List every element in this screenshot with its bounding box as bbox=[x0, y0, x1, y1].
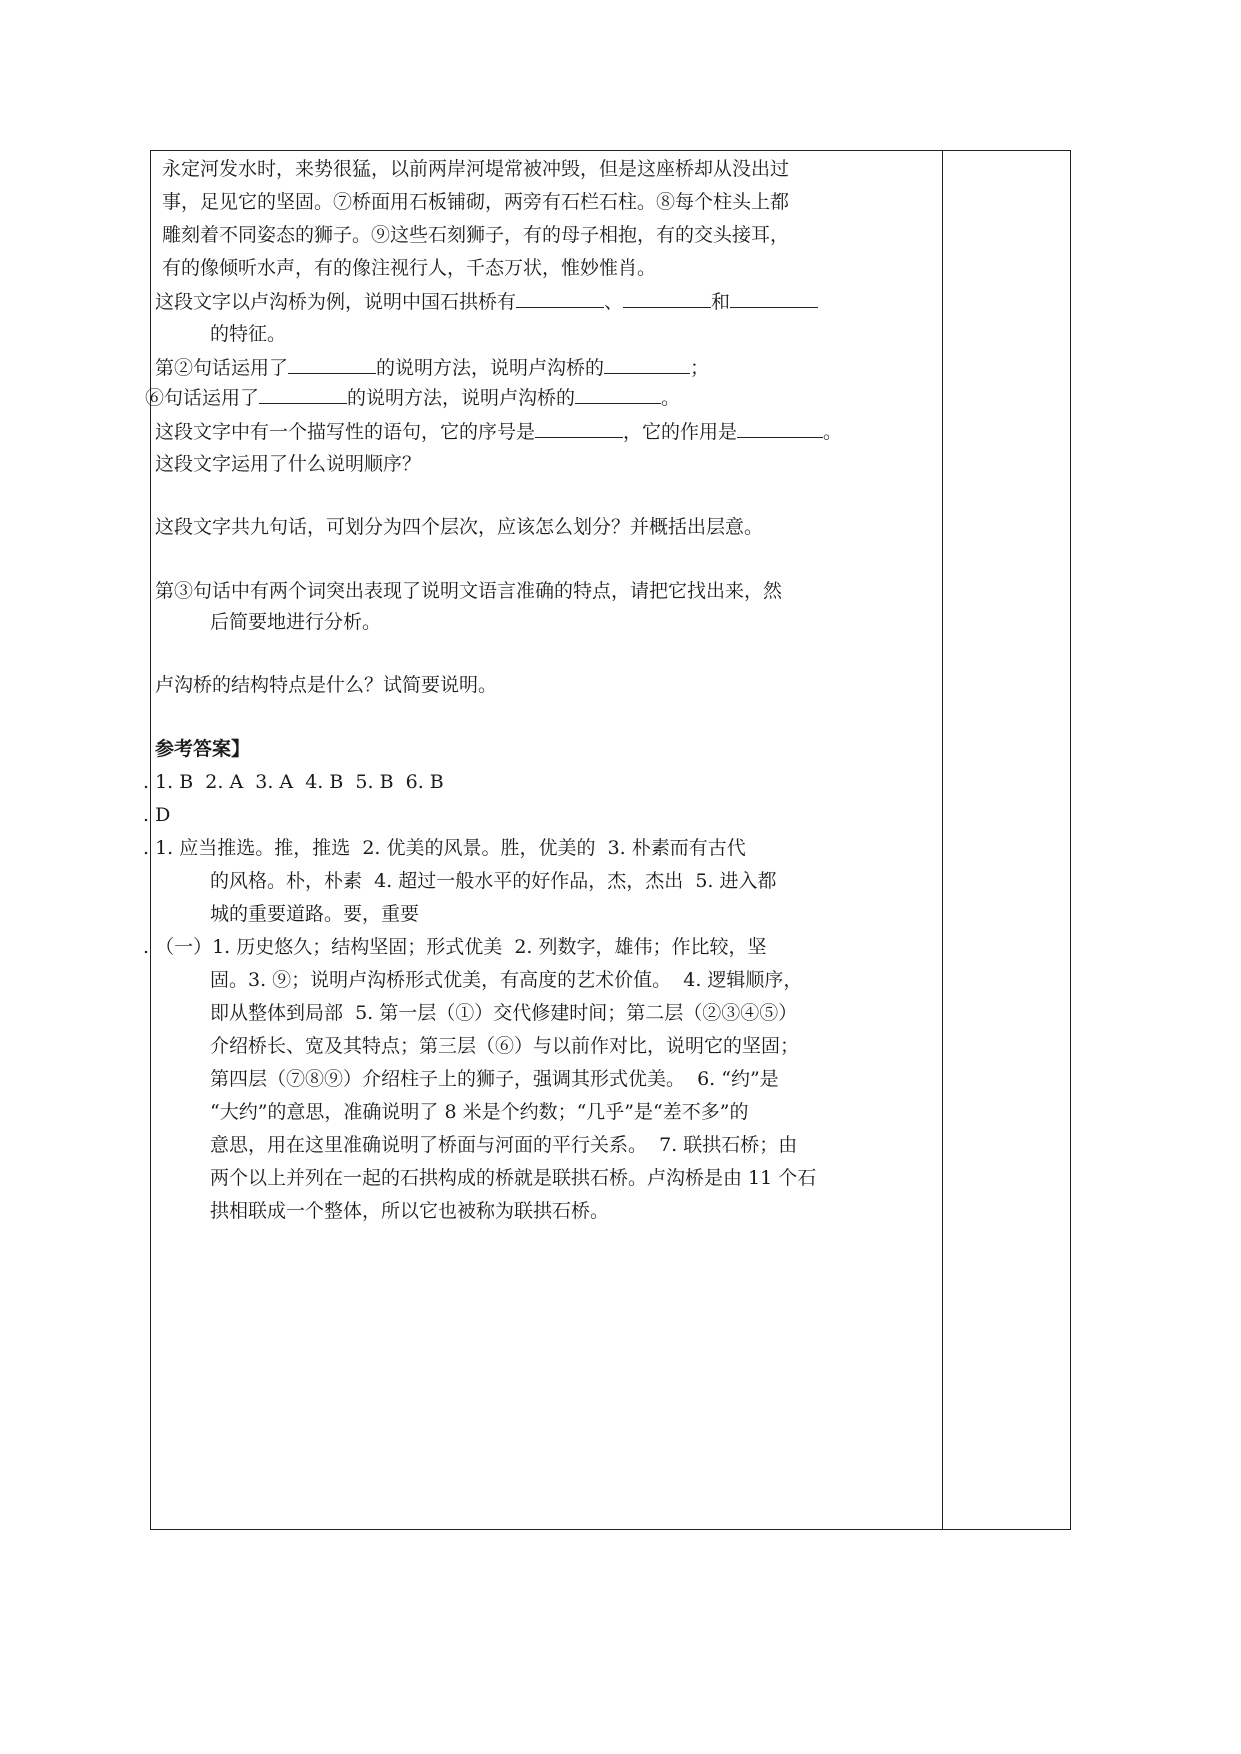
question-5: 这段文字运用了什么说明顺序？ bbox=[155, 453, 422, 475]
answer-line: 第四层（⑦⑧⑨）介绍柱子上的狮子，强调其形式优美。 6. “约”是 bbox=[210, 1068, 779, 1090]
answer-blank[interactable] bbox=[516, 289, 604, 308]
answer-line: 两个以上并列在一起的石拱构成的桥就是联拱石桥。卢沟桥是由 11 个石 bbox=[210, 1167, 817, 1189]
question-6: 这段文字共九句话，可划分为四个层次，应该怎么划分？并概括出层意。 bbox=[155, 516, 764, 538]
answer-blank[interactable] bbox=[575, 385, 661, 404]
answer-line: 的风格。朴，朴素 4. 超过一般水平的好作品，杰，杰出 5. 进入都 bbox=[210, 870, 777, 892]
answer-line: “大约”的意思，准确说明了 8 米是个约数；“几乎”是“差不多”的 bbox=[210, 1101, 749, 1123]
answer-line: 城的重要道路。要，重要 bbox=[210, 903, 420, 925]
answer-line: 介绍桥长、宽及其特点；第三层（⑥）与以前作对比，说明它的坚固； bbox=[210, 1035, 800, 1057]
main-column bbox=[143, 151, 943, 1529]
answer-blank[interactable] bbox=[288, 355, 376, 374]
answer-blank[interactable] bbox=[737, 419, 823, 438]
answer-line: . 1. B 2. A 3. A 4. B 5. B 6. B bbox=[143, 771, 444, 793]
question-7: 第③句话中有两个词突出表现了说明文语言准确的特点，请把它找出来，然 bbox=[155, 580, 783, 602]
passage-line: 永定河发水时，来势很猛，以前两岸河堤常被冲毁，但是这座桥却从没出过 bbox=[162, 158, 790, 180]
answer-line: 即从整体到局部 5. 第一层（①）交代修建时间；第二层（②③④⑤） bbox=[210, 1002, 798, 1024]
answer-line: 拱相联成一个整体，所以它也被称为联拱石桥。 bbox=[210, 1200, 610, 1222]
question-3: ⑥句话运用了 的说明方法，说明卢沟桥的 。 bbox=[145, 387, 681, 409]
answers-heading: 参考答案】 bbox=[155, 738, 251, 760]
answer-blank[interactable] bbox=[604, 355, 690, 374]
passage-line: 雕刻着不同姿态的狮子。⑨这些石刻狮子，有的母子相抱，有的交头接耳， bbox=[162, 224, 790, 246]
answer-line: 意思，用在这里准确说明了桥面与河面的平行关系。 7. 联拱石桥；由 bbox=[210, 1134, 798, 1156]
question-4: 这段文字中有一个描写性的语句，它的序号是 ，它的作用是 。 bbox=[155, 421, 843, 443]
answer-line: . D bbox=[143, 804, 171, 826]
notes-column bbox=[943, 151, 1070, 1529]
question-1: 这段文字以卢沟桥为例，说明中国石拱桥有 、 和 bbox=[155, 289, 818, 314]
answer-blank[interactable] bbox=[535, 419, 623, 438]
answer-line: . 1. 应当推选。推，推选 2. 优美的风景。胜，优美的 3. 朴素而有古代 bbox=[143, 837, 746, 859]
answer-blank[interactable] bbox=[623, 289, 711, 308]
passage-line: 事，足见它的坚固。⑦桥面用石板铺砌，两旁有石栏石柱。⑧每个柱头上都 bbox=[162, 191, 790, 213]
question-7-continuation: 后简要地进行分析。 bbox=[210, 611, 382, 633]
passage-line: 有的像倾听水声，有的像注视行人，千态万状，惟妙惟肖。 bbox=[162, 257, 657, 279]
answer-line: 固。3. ⑨；说明卢沟桥形式优美，有高度的艺术价值。 4. 逻辑顺序， bbox=[210, 969, 803, 991]
answer-blank[interactable] bbox=[730, 289, 818, 308]
worksheet-table bbox=[143, 150, 1071, 1530]
answer-blank[interactable] bbox=[259, 385, 347, 404]
answer-line: . （一）1. 历史悠久；结构坚固；形式优美 2. 列数字，雄伟；作比较，坚 bbox=[143, 936, 767, 958]
question-1-continuation: 的特征。 bbox=[210, 323, 287, 345]
question-8: 卢沟桥的结构特点是什么？试简要说明。 bbox=[155, 674, 498, 696]
question-2: 第②句话运用了 的说明方法，说明卢沟桥的 ； bbox=[155, 357, 710, 379]
